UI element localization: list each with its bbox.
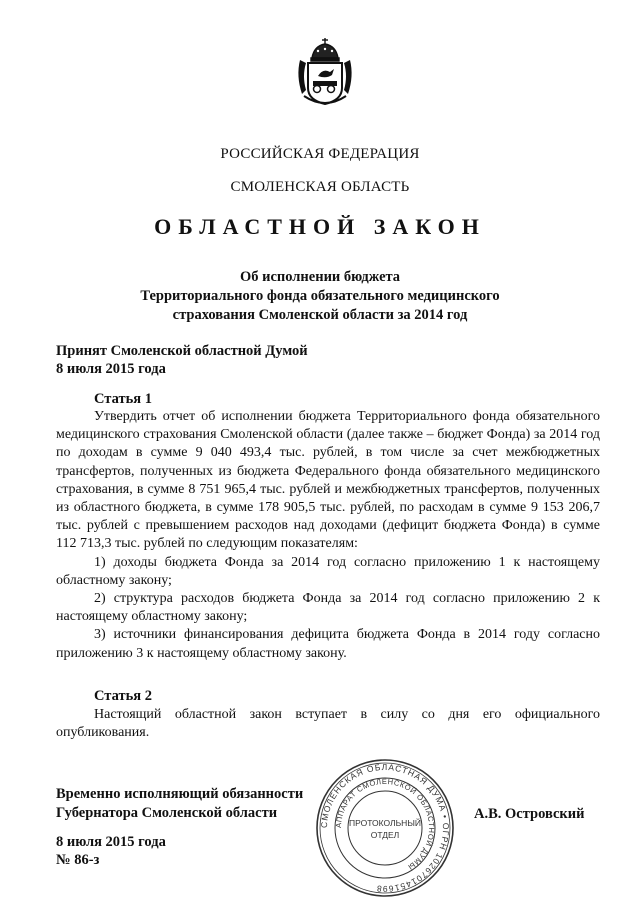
country-heading: РОССИЙСКАЯ ФЕДЕРАЦИЯ [220,146,420,162]
article-1-item-1: 1) доходы бюджета Фонда за 2014 год согласно приложению 1 к настоящему областному закону; [56,554,600,588]
article-1-body [56,408,600,663]
official-stamp-icon [314,757,456,899]
signatory-title-line-2: Губернатора Смоленской области [56,805,278,821]
subject-line-3: страхования Смоленской области за 2014 год [172,307,468,323]
signatory-title-line-1: Временно исполняющий обязанности [56,786,304,802]
law-date: 8 июля 2015 года [56,834,166,850]
law-number: № 86-з [56,852,100,868]
adopted-date: 8 июля 2015 года [56,361,166,377]
article-2-paragraph: Настоящий областной закон вступает в силу со дня его официального опубликования. [56,707,600,741]
stamp-outer-text: СМОЛЕНСКАЯ ОБЛАСТНАЯ ДУМА • ОГРН 1026701451698 [318,761,452,895]
stamp-center-line-2: ОТДЕЛ [370,830,400,840]
stamp-inner-text: АППАРАТ СМОЛЕНСКОЙ ОБЛАСТНОЙ ДУМЫ [333,776,437,872]
stamp-center-line-1: ПРОТОКОЛЬНЫЙ [349,818,421,828]
signatory-title [56,785,303,823]
adoption-info [56,342,308,378]
law-date-number [56,833,166,869]
smolensk-coat-of-arms-icon [294,36,356,108]
article-2-body [56,706,600,742]
article-1-paragraph: Утвердить отчет об исполнении бюджета Территориального фонда обязательного медицинского страхования Смоленской области (далее также – бюджет Фонда) за 2014 год по доходам в сумме 9 040 493,4 тыс. рублей, в том числе за счет межбюджетных трансфертов, полученных из бюджета Федерального фонда обязательного медицинского страхования, в сумме 8 751 965,4 тыс. рублей и межбюджетных трансфертов, полученных из областного бюджета, в сумме 178 905,5 тыс. рублей, по расходам в сумме 9 153 206,7 тыс. рублей с превышением расходов над доходами (дефицит бюджета Фонда) в сумме 112 713,3 тыс. рублей по следующим показателям: [56,409,600,552]
article-2-heading: Статья 2 [94,688,152,704]
subject-line-2: Территориального фонда обязательного медицинского [140,288,500,304]
document-type-title: ОБЛАСТНОЙ ЗАКОН [154,214,486,239]
signatory-name: А.В. Островский [474,806,585,822]
article-1-heading: Статья 1 [94,391,152,407]
subject-line-1: Об исполнении бюджета [239,269,401,285]
article-1-item-3: 3) источники финансирования дефицита бюджета Фонда в 2014 году согласно приложению 3 к настоящему областному закону. [56,627,600,661]
adopted-by: Принят Смоленской областной Думой [56,343,308,359]
article-1-item-2: 2) структура расходов бюджета Фонда за 2014 год согласно приложению 2 к настоящему областному закону; [56,591,600,625]
law-subject [0,268,640,325]
region-heading: СМОЛЕНСКАЯ ОБЛАСТЬ [230,179,410,195]
